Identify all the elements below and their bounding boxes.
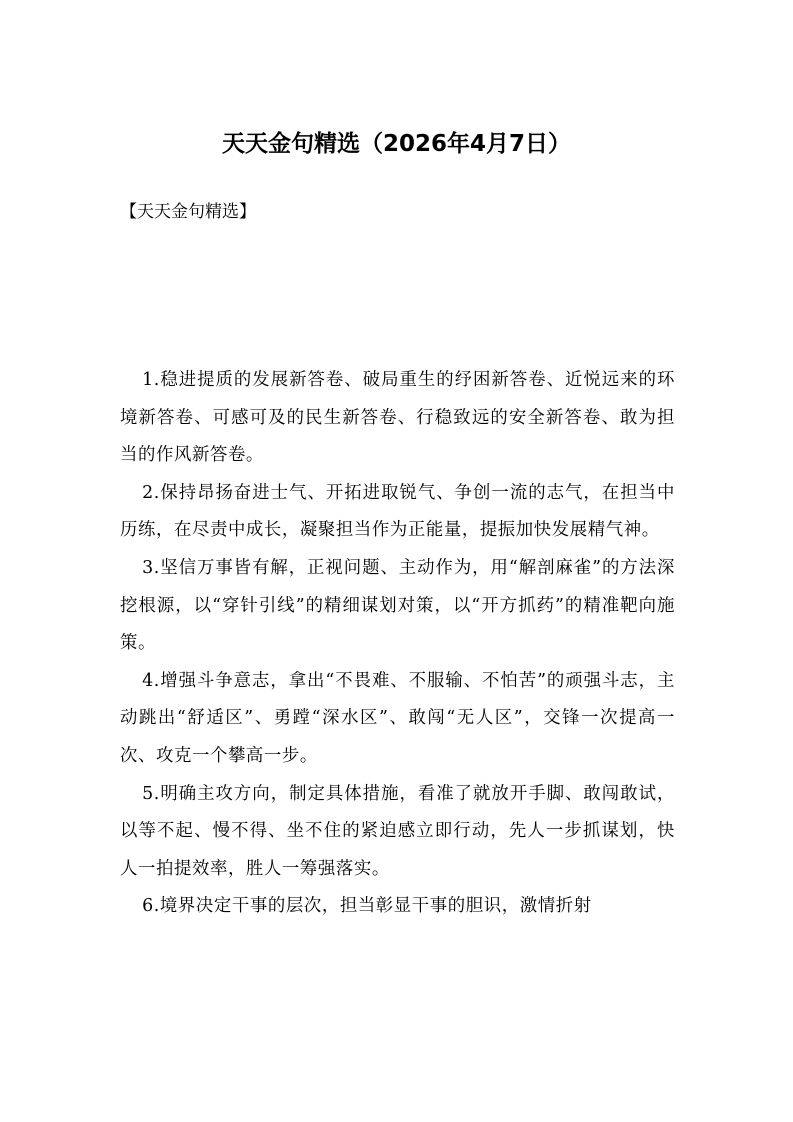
- quote-paragraph-3: 3.坚信万事皆有解，正视问题、主动作为，用“解剖麻雀”的方法深挖根源，以“穿针引线”的精细谋划对策，以“开方抓药”的精准靶向施策。: [120, 557, 675, 654]
- document-title: 天天金句精选（2026年4月7日）: [221, 131, 572, 157]
- section-label: 【天天金句精选】: [120, 202, 256, 222]
- quote-paragraph-4: 4.增强斗争意志，拿出“不畏难、不服输、不怕苦”的顽强斗志，主动跳出“舒适区”、勇蹚“深水区”、敢闯“无人区”，交锋一次提高一次、攻克一个攀高一步。: [120, 670, 675, 766]
- quote-paragraph-5: 5.明确主攻方向，制定具体措施，看准了就放开手脚、敢闯敢试，以等不起、慢不得、坐不住的紧迫感立即行动，先人一步抓谋划，快人一拍提效率，胜人一筹强落实。: [120, 783, 675, 879]
- quote-paragraph-1: 1.稳进提质的发展新答卷、破局重生的纾困新答卷、近悦远来的环境新答卷、可感可及的民生新答卷、行稳致远的安全新答卷、敢为担当的作风新答卷。: [120, 370, 675, 466]
- quote-paragraph-2: 2.保持昂扬奋进士气、开拓进取锐气、争创一流的志气，在担当中历练，在尽责中成长，凝聚担当作为正能量，提振加快发展精气神。: [120, 482, 675, 541]
- document-body: [120, 362, 675, 926]
- quote-paragraph-6: 6.境界决定干事的层次，担当彰显干事的胆识，激情折射: [142, 896, 592, 917]
